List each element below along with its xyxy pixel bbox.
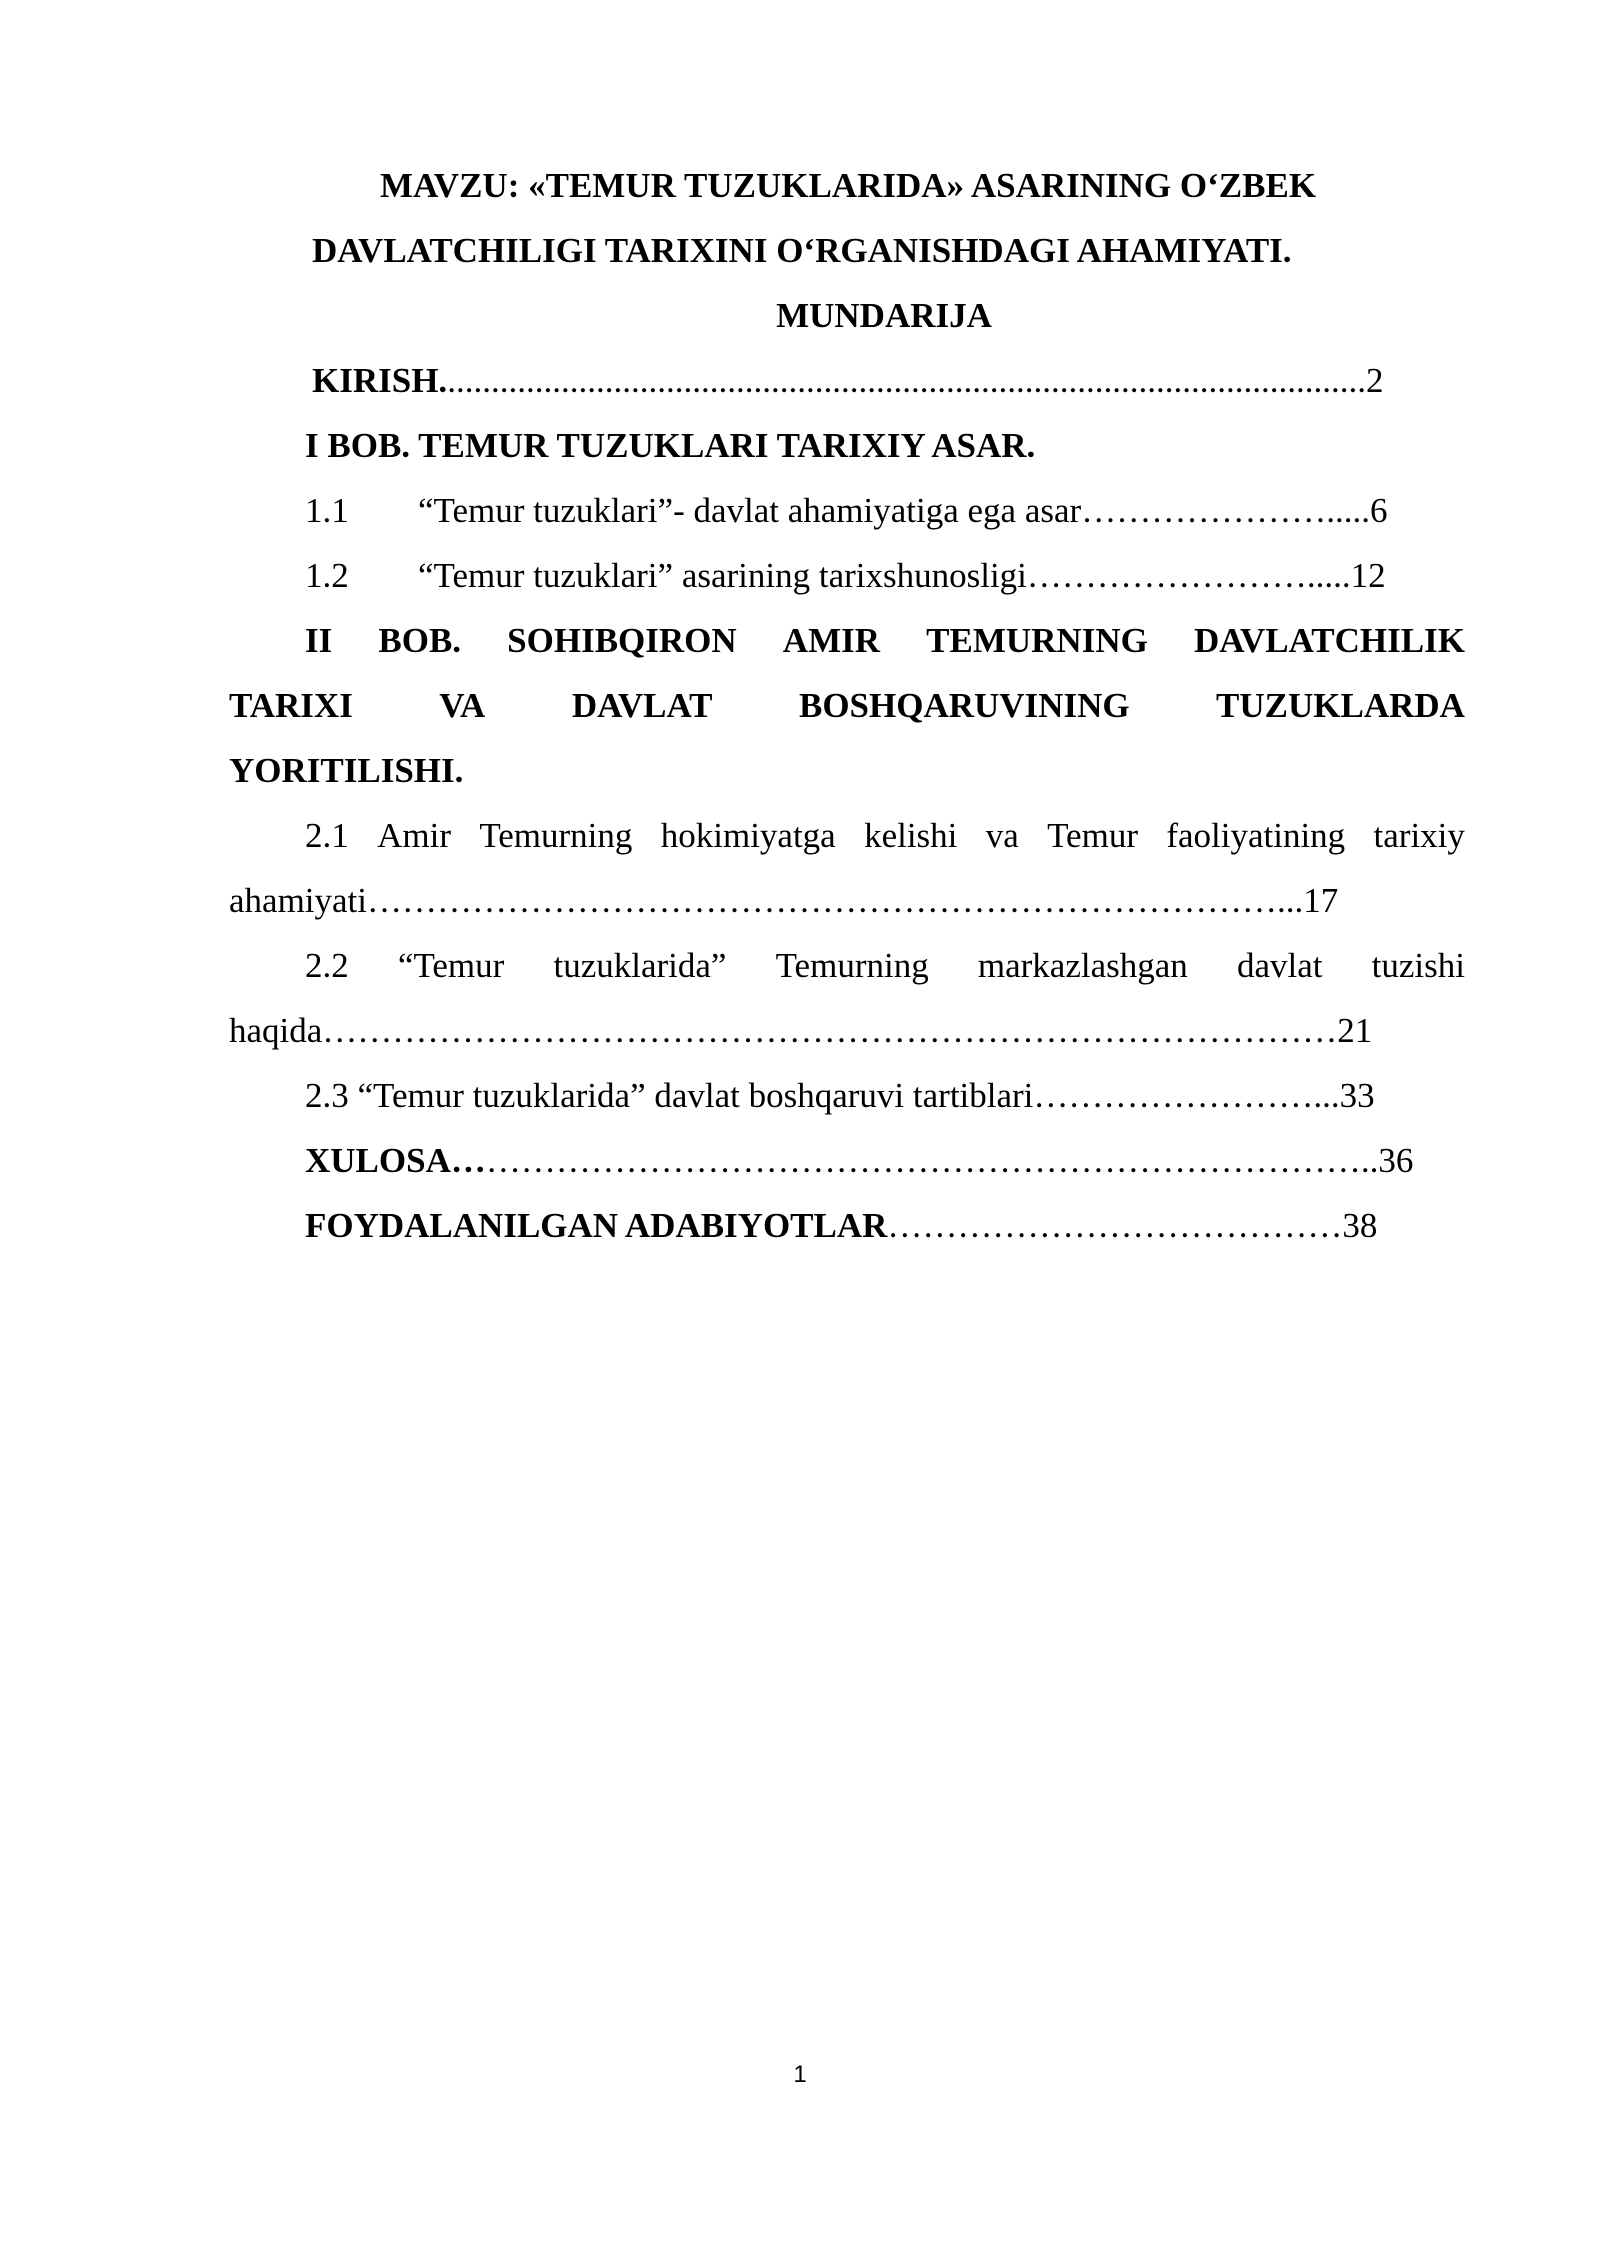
toc-entry-label: ahamiyati: [229, 881, 368, 920]
toc-word: tuzishi: [1371, 946, 1465, 985]
toc-word: AMIR: [782, 621, 881, 660]
toc-word: TARIXI: [229, 686, 353, 725]
toc-word: DAVLAT: [571, 686, 713, 725]
toc-word: TEMURNING: [926, 621, 1148, 660]
toc-entry-1-1: [305, 489, 1387, 533]
toc-word: 2.1: [305, 816, 349, 855]
toc-entry-2-3: [305, 1074, 1375, 1118]
toc-page-number: 36: [1378, 1141, 1414, 1180]
toc-word: BOSHQARUVINING: [798, 686, 1130, 725]
toc-chapter-2-line-3: YORITILISHI.: [229, 751, 464, 790]
toc-word: markazlashgan: [977, 946, 1188, 985]
toc-page-number: 17: [1303, 881, 1339, 920]
toc-page-number: 21: [1337, 1011, 1373, 1050]
toc-leader-dots: ……………………………………………………………………………: [322, 1011, 1338, 1050]
toc-entry-kirish: [312, 359, 1383, 403]
toc-word: DAVLATCHILIK: [1193, 621, 1465, 660]
toc-word: hokimiyatga: [660, 816, 836, 855]
toc-section-number: 1.1: [305, 491, 349, 530]
toc-entry-2-2-line-1: [305, 944, 1465, 988]
toc-leader-dots: ………………….....: [1081, 491, 1370, 530]
toc-page-number: 6: [1369, 491, 1388, 530]
toc-leader-dots: .........................................................................................................: [447, 361, 1366, 400]
toc-entry-2-2-line-2: [229, 1009, 1372, 1053]
toc-word: VA: [439, 686, 486, 725]
toc-page-number: 33: [1339, 1076, 1375, 1115]
toc-entry-label: “Temur tuzuklari” asarining tarixshunosligi: [418, 556, 1027, 595]
toc-word: va: [985, 816, 1019, 855]
toc-leader-dots: …………………….....: [1026, 556, 1351, 595]
toc-word: II: [305, 621, 333, 660]
toc-word: tuzuklarida”: [553, 946, 727, 985]
toc-entry-2-1-line-1: [305, 814, 1465, 858]
toc-word: tarixiy: [1373, 816, 1465, 855]
toc-word: Amir: [377, 816, 451, 855]
toc-word: Temur: [1047, 816, 1138, 855]
toc-word: SOHIBQIRON: [507, 621, 737, 660]
title-line-1: MAVZU: «TEMUR TUZUKLARIDA» ASARINING O‘ZBEK: [380, 166, 1317, 205]
toc-word: faoliyatining: [1166, 816, 1346, 855]
page-number: 1: [793, 2061, 807, 2088]
toc-entry-label: KIRISH.: [312, 361, 448, 400]
toc-chapter-2-line-1: [305, 619, 1465, 663]
toc-word: TUZUKLARDA: [1216, 686, 1465, 725]
toc-page-number: 12: [1350, 556, 1386, 595]
toc-word: Temurning: [775, 946, 929, 985]
toc-chapter-1: I BOB. TEMUR TUZUKLARI TARIXIY ASAR.: [305, 426, 1036, 465]
toc-word: kelishi: [864, 816, 958, 855]
toc-leader-dots: ……………………...: [1033, 1076, 1340, 1115]
toc-word: BOB.: [378, 621, 462, 660]
toc-entry-1-2: [305, 554, 1386, 598]
toc-heading: MUNDARIJA: [776, 296, 992, 335]
toc-entry-adabiyotlar: [305, 1204, 1377, 1248]
toc-leader-dots: ……………………………………………………………………...: [367, 881, 1304, 920]
toc-entry-label: “Temur tuzuklari”- davlat ahamiyatiga ega asar: [418, 491, 1082, 530]
toc-entry-2-1-line-2: [229, 879, 1338, 923]
toc-page-number: 38: [1342, 1206, 1378, 1245]
toc-word: davlat: [1236, 946, 1323, 985]
toc-entry-label: 2.3 “Temur tuzuklarida” davlat boshqaruvi tartiblari: [305, 1076, 1034, 1115]
toc-word: “Temur: [397, 946, 505, 985]
toc-entry-label: FOYDALANILGAN ADABIYOTLAR: [305, 1206, 888, 1245]
toc-entry-xulosa: [305, 1139, 1413, 1183]
toc-word: Temurning: [479, 816, 633, 855]
toc-leader-dots: …………………………………………………………………..: [485, 1141, 1379, 1180]
title-line-2: DAVLATCHILIGI TARIXINI O‘RGANISHDAGI AHAMIYATI.: [312, 231, 1292, 270]
toc-page-number: 2: [1365, 361, 1384, 400]
toc-leader-dots: …………………………………: [887, 1206, 1343, 1245]
toc-chapter-2-line-2: [229, 684, 1465, 728]
toc-word: 2.2: [305, 946, 349, 985]
toc-entry-label: haqida: [229, 1011, 323, 1050]
toc-section-number: 1.2: [305, 556, 349, 595]
toc-entry-label: XULOSA…: [305, 1141, 486, 1180]
